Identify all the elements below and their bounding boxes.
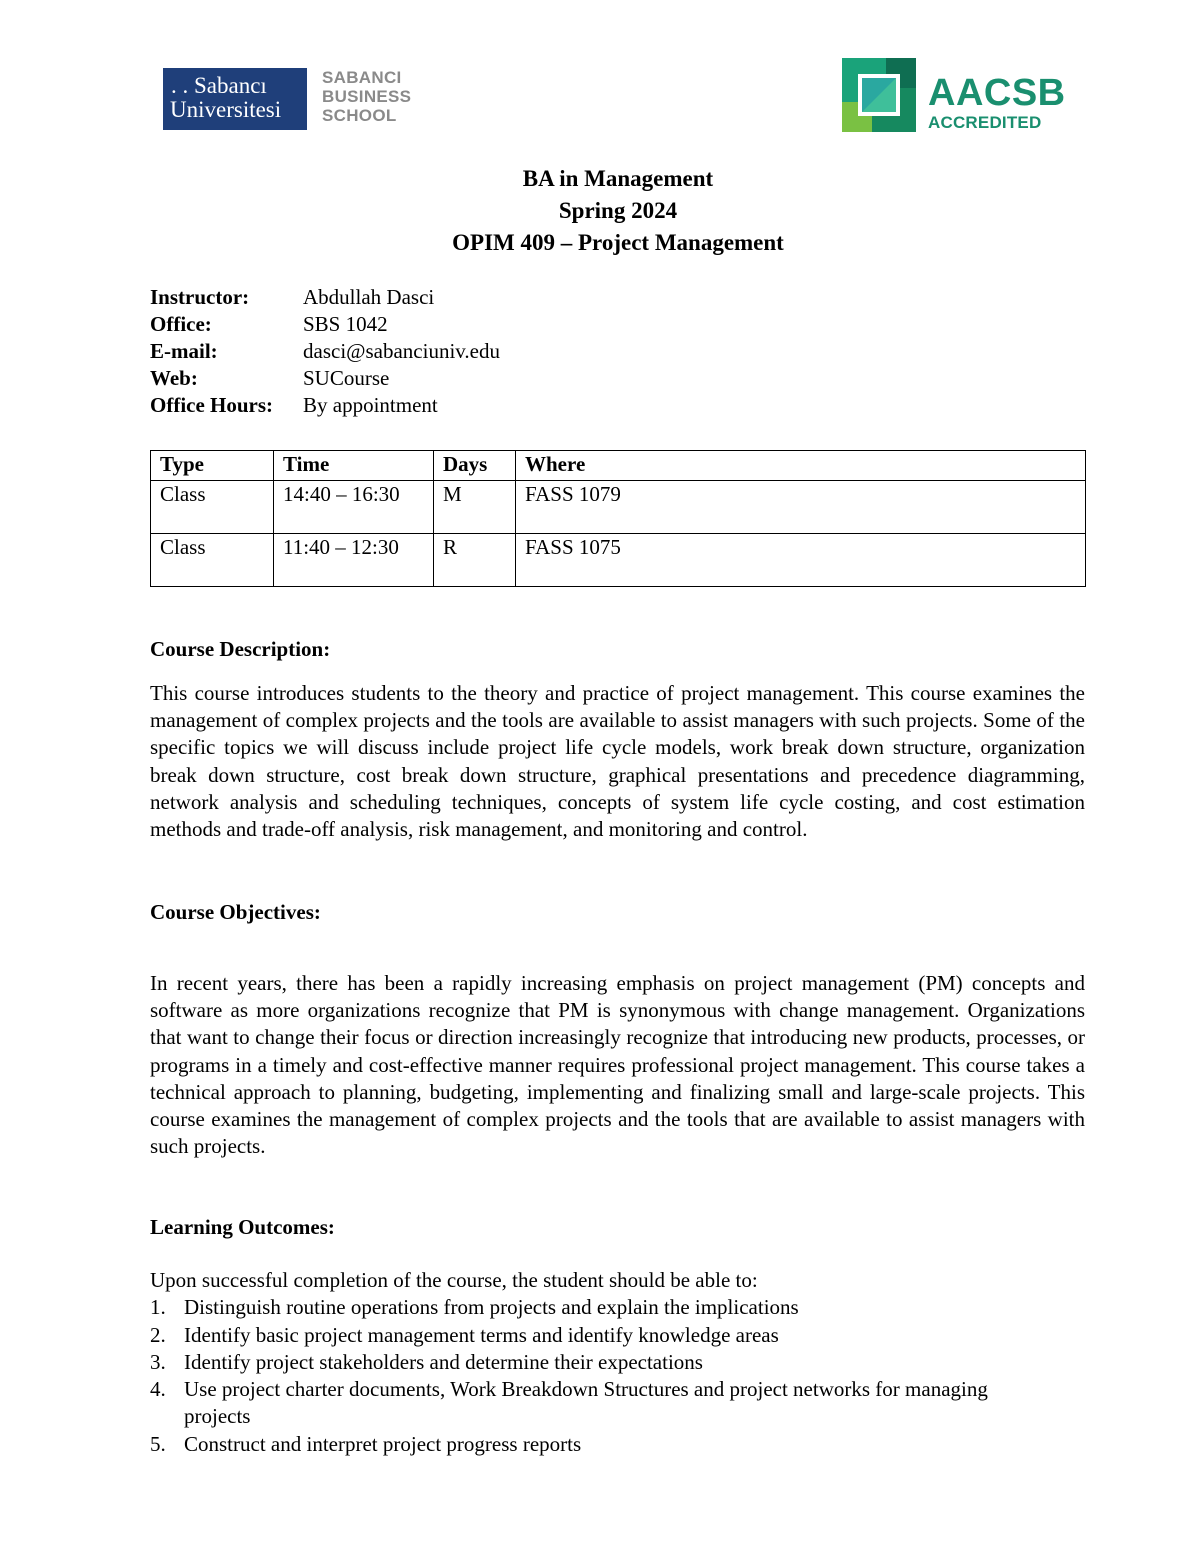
table-row (151, 534, 1086, 587)
column-header-time: Time (274, 451, 434, 481)
list-number: 4. (150, 1377, 166, 1402)
info-value: SBS 1042 (303, 312, 388, 336)
course-objectives-text: In recent years, there has been a rapidly increasing emphasis on project management (PM) concepts and software as more organizations recognize that PM is synonymous with change management. Organizations that want to change their focus or direction increasingly recognize that introducing new products, processes, or programs in a timely and cost-effective manner requires professional project management. This course takes a technical approach to planning, budgeting, implementing and finalizing small and large-scale projects. This course examines the management of complex projects and the tools that are available to assist managers with such projects. (150, 971, 1085, 1159)
accredited-label: ACCREDITED (928, 113, 1042, 132)
sabanci-university-logo (163, 68, 307, 130)
table-row (151, 481, 1086, 534)
list-text: Distinguish routine operations from projects and explain the implications (184, 1295, 799, 1320)
cell-days: R (434, 534, 516, 587)
cell-days: M (434, 481, 516, 534)
list-text: Identify project stakeholders and determine their expectations (184, 1349, 703, 1374)
term-title: Spring 2024 (558, 198, 678, 223)
learning-outcomes-heading: Learning Outcomes: (150, 1215, 335, 1239)
instructor-info (150, 284, 500, 419)
cell-type: Class (151, 534, 274, 587)
info-label: Office: (150, 312, 212, 336)
program-title: BA in Management (522, 166, 714, 191)
course-title: OPIM 409 – Project Management (452, 230, 784, 255)
logo-line-1: . . Sabancı (171, 73, 267, 98)
business-school-line: SCHOOL (322, 106, 397, 125)
info-row-email (150, 338, 500, 365)
learning-outcomes-list (150, 1267, 1085, 1458)
column-header-where: Where (516, 451, 1086, 481)
info-label: Instructor: (150, 285, 250, 309)
info-row-web (150, 365, 500, 392)
list-number: 5. (150, 1431, 166, 1456)
business-school-logo (322, 68, 411, 125)
learning-outcomes-intro: Upon successful completion of the course, the student should be able to: (150, 1268, 758, 1292)
info-label: E-mail: (150, 339, 218, 363)
aacsb-logo-text (928, 74, 1066, 132)
column-header-type: Type (151, 451, 274, 481)
business-school-line: SABANCI (322, 68, 402, 87)
info-value-email[interactable]: dasci@sabanciuniv.edu (303, 339, 500, 363)
cell-where: FASS 1079 (516, 481, 1086, 534)
list-item (150, 1349, 1085, 1376)
schedule-table (150, 450, 1086, 587)
info-row-office (150, 311, 500, 338)
info-value: SUCourse (303, 366, 390, 390)
aacsb-wordmark: AACSB (928, 72, 1066, 114)
business-school-line: BUSINESS (322, 87, 412, 106)
list-number: 2. (150, 1322, 166, 1347)
list-number: 3. (150, 1349, 166, 1374)
document-header (0, 163, 1200, 259)
list-text: Use project charter documents, Work Breakdown Structures and project networks for managing projects (184, 1377, 988, 1429)
aacsb-mark-icon (842, 58, 916, 132)
list-item (150, 1294, 1085, 1321)
table-header-row (151, 451, 1086, 481)
info-label: Office Hours: (150, 393, 274, 417)
info-row-office-hours (150, 392, 500, 419)
cell-where: FASS 1075 (516, 534, 1086, 587)
list-text: Construct and interpret project progress reports (184, 1431, 582, 1456)
column-header-days: Days (434, 451, 516, 481)
logo-line-2: Universitesi (170, 97, 282, 122)
cell-type: Class (151, 481, 274, 534)
info-value: By appointment (303, 393, 438, 417)
info-value: Abdullah Dasci (303, 285, 435, 309)
cell-time: 11:40 – 12:30 (274, 534, 434, 587)
list-number: 1. (150, 1295, 166, 1320)
course-description-text: This course introduces students to the theory and practice of project management. This course examines the management of complex projects and the tools are available to assist managers with such projects. Some of the specific topics we will discuss include project life cycle models, work break down structure, organization break down structure, cost break down structure, graphical presentations and precedence diagramming, network analysis and scheduling techniques, concepts of system life cycle costing, and cost estimation methods and trade-off analysis, risk management, and monitoring and control. (150, 681, 1085, 842)
list-item (150, 1322, 1085, 1349)
list-text: Identify basic project management terms and identify knowledge areas (184, 1322, 779, 1347)
course-objectives-heading: Course Objectives: (150, 900, 321, 924)
course-description-heading: Course Description: (150, 637, 331, 661)
info-label: Web: (150, 366, 198, 390)
list-item (150, 1376, 1030, 1431)
info-row-instructor (150, 284, 500, 311)
cell-time: 14:40 – 16:30 (274, 481, 434, 534)
list-item (150, 1431, 1085, 1458)
